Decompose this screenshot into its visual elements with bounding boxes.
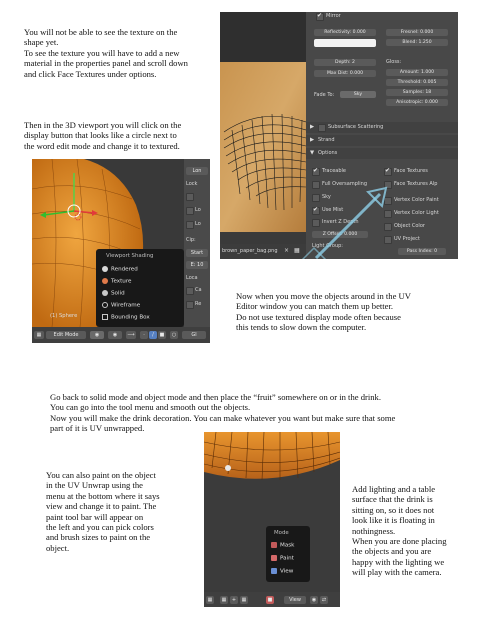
text-line: object. [46,542,70,553]
text-line: and click Face Textures under options. [24,68,157,79]
fresnel-field[interactable]: Fresnel: 0.000 [386,29,448,36]
uv-editor-header [220,244,306,259]
mode-menu [266,526,310,582]
subsurface-checkbox[interactable] [318,124,326,132]
select-mode-face[interactable]: ■ [159,332,165,338]
uv-image-tab[interactable]: brown_paper_bag.png [222,248,278,254]
options-section[interactable] [306,148,458,159]
viewport-shading-menu [96,249,184,327]
sync-icon[interactable]: ⇄ [321,597,327,603]
text-line: shape yet. [24,37,59,48]
text-line: menu at the bottom where it says [46,490,160,501]
shading-button[interactable]: ◉ [90,331,104,339]
menu-label: Bounding Box [111,314,150,321]
camera-checkbox[interactable] [186,287,194,295]
strand-section[interactable] [306,135,458,146]
option-uv-project[interactable] [384,236,456,244]
lock-checkbox[interactable] [186,221,194,229]
fade-to-label: Fade To: [314,92,335,98]
side-label: Lo [195,207,201,213]
traceable-checkbox[interactable] [312,168,320,176]
text-line: the word edit mode and change it to textured. [24,140,180,151]
side-label: Cip: [186,237,196,243]
vertex-color-paint-checkbox[interactable] [384,197,392,205]
object-color-checkbox[interactable] [384,223,392,231]
fade-to-select[interactable]: Sky [340,91,376,98]
max-dist-field[interactable]: Max Dist: 0.000 [314,70,376,77]
text-line: the objects and you are [352,546,432,557]
text-line: material in the properties panel and scroll down [24,58,188,69]
wireframe-icon [102,302,108,308]
option-vertex-color-light[interactable] [384,210,456,218]
grid-icon[interactable]: ▦ [221,597,227,603]
text-line: nothingness. [352,525,396,536]
text-line: the left and you can pick colors [46,522,154,533]
option-use-mist[interactable] [312,207,382,215]
text-line: You will not be able to see the texture on the [24,27,178,37]
sky-checkbox[interactable] [312,194,320,202]
use-mist-label: Use Mist [322,207,344,213]
full-oversampling-checkbox[interactable] [312,181,320,189]
mirror-label: Mirror [326,13,341,19]
option-traceable[interactable] [312,168,382,176]
use-mist-checkbox[interactable] [312,207,320,215]
global-select[interactable]: Gl [182,331,206,339]
select-mode-vertex[interactable]: · [140,331,148,339]
menu-label: Wireframe [111,302,141,309]
menu-label: Mask [280,542,295,549]
option-sky[interactable] [312,194,382,202]
subsurface-section[interactable] [306,122,458,133]
side-label: Lock [186,181,198,187]
expand-arrow-icon: ▶ [310,124,315,130]
strand-label: Strand [318,137,335,143]
face-textures-alpha-label: Face Textures Alp [394,181,438,187]
text-line: look like it is floating in [352,515,435,526]
text-line: in the UV Unwrap using the [46,480,143,491]
add-icon[interactable]: + [231,597,237,603]
side-label: Lo [195,221,201,227]
material-properties [306,12,458,259]
proportional-button[interactable]: ○ [171,332,177,338]
menu-item-bounding-box[interactable] [102,314,150,321]
clip-start-field[interactable]: Start [186,249,208,257]
mirror-color-swatch[interactable] [314,39,376,47]
menu-item-mask[interactable] [271,542,294,549]
depth-field[interactable]: Depth: 2 [314,59,376,66]
pass-index-field[interactable]: Pass Index: 0 [398,248,446,255]
text-line: Editor window you can match them up better. [236,301,394,312]
blend-field[interactable]: Blend: 1.250 [386,39,448,46]
side-field[interactable]: Lon [186,167,208,175]
text-line: Now when you move the objects around in the UV [236,291,411,301]
view-icon [271,568,277,574]
instruction-paragraph-2 [24,120,214,151]
side-label: Re [195,301,202,307]
invert-z-label: Invert Z Depth [322,219,359,225]
select-mode-edge[interactable]: / [149,331,157,339]
properties-panel-screenshot [220,12,458,259]
instruction-paragraph-5 [46,470,196,553]
reflectivity-field[interactable]: Reflectivity: 0.000 [314,29,376,36]
instruction-paragraph-1 [24,27,214,79]
menu-label: View [280,568,294,575]
text-line: Add lighting and a table [352,484,436,494]
menu-item-view[interactable] [271,568,293,575]
uv-project-checkbox[interactable] [384,236,392,244]
face-textures-alpha-checkbox[interactable] [384,181,392,189]
face-textures-label: Face Textures [394,168,428,174]
object-color-label: Object Color [394,223,425,229]
text-line: surface that the drink is [352,494,433,505]
menu-item-wireframe[interactable] [102,302,140,309]
menu-item-rendered[interactable] [102,266,138,273]
menu-label: Rendered [111,266,138,273]
text-line: Do not use textured display mode often because [236,311,401,322]
gloss-threshold-field[interactable]: Threshold: 0.005 [386,79,448,86]
text-line: You can go into the tool menu and smooth out the objects. [50,402,251,413]
uv-editor-view [220,12,306,244]
sky-label: Sky [322,194,331,200]
full-oversampling-label: Full Oversampling [322,181,367,187]
image-icon[interactable]: ▦ [241,597,247,603]
text-line: sitting on, so it does not [352,504,435,515]
editor-type-button[interactable]: ▦ [34,331,44,339]
option-invert-z[interactable] [312,219,382,227]
bounding-box-icon [102,314,108,320]
uv-editor-bottom-header [204,592,340,607]
mirror-checkbox[interactable] [316,13,324,21]
text-line: Now you will make the drink decoration. You can make whatever you want but make sure that some [50,412,396,423]
paint-icon[interactable]: ■ [267,597,273,603]
clip-end-field[interactable]: E: 10 [186,261,208,269]
instruction-paragraph-4 [50,392,460,434]
vertex-color-paint-label: Vertex Color Paint [394,197,439,203]
text-line: When you are done placing [352,536,447,547]
gloss-amount-field[interactable]: Amount: 1.000 [386,69,448,76]
side-label: Ca [195,287,202,293]
instruction-paragraph-6 [352,484,472,578]
solid-icon [102,290,108,296]
text-line: part of it is UV unwrapped. [50,423,145,434]
collapse-arrow-icon: ▼ [310,150,315,156]
side-label: Loca [186,275,198,281]
menu-label: Texture [111,278,132,285]
anisotropic-field[interactable]: Anisotropic: 0.000 [386,99,448,106]
viewport-header [32,327,210,343]
expand-arrow-icon: ▶ [310,137,315,143]
invert-z-checkbox[interactable] [312,219,320,227]
lock-checkbox[interactable] [186,193,194,201]
editor-type-button[interactable]: ▦ [207,597,213,603]
menu-title: Mode [274,530,289,536]
paint-brush-icon [271,555,277,561]
text-line: this tends to slow down the computer. [236,322,367,333]
mask-icon [271,542,277,548]
left-options-list [306,162,382,242]
option-vertex-color-paint[interactable] [384,197,456,205]
traceable-label: Traceable [322,168,346,174]
paint-mode-screenshot [204,432,340,607]
viewport-side-panel [184,159,210,327]
face-textures-checkbox[interactable] [384,168,392,176]
text-line: To see the texture you will have to add a new [24,47,180,58]
menu-item-paint[interactable] [271,555,294,562]
rendered-icon [102,266,108,272]
gloss-label: Gloss: [386,59,402,65]
option-object-color[interactable] [384,223,456,231]
uv-project-label: UV Project [394,236,420,242]
view-mode-select[interactable]: View [284,596,306,604]
menu-item-texture[interactable] [102,278,131,285]
z-offset-field[interactable]: Z Offset: 0.000 [312,231,368,238]
vertex-color-light-checkbox[interactable] [384,210,392,218]
menu-title: Viewport Shading [106,253,154,259]
option-face-textures[interactable] [384,168,456,176]
text-line: view and change it to paint. The [46,501,157,512]
text-line: You can also paint on the object [46,470,156,480]
gloss-samples-field[interactable]: Samples: 18 [386,89,448,96]
manipulator-button[interactable]: ⟶ [127,332,135,338]
menu-label: Solid [111,290,125,297]
subsurface-label: Subsurface Scattering [328,124,384,130]
light-group-label: Light Group: [312,243,343,249]
right-options-list [382,162,458,244]
text-line: paint tool bar will appear on [46,511,144,522]
menu-label: Paint [280,555,294,562]
instruction-paragraph-3 [236,291,436,333]
text-line: Go back to solid mode and object mode and then place the “fruit” somewhere on or in the drink. [50,392,381,402]
menu-item-solid[interactable] [102,290,125,297]
image-icon[interactable]: ▦ [294,247,300,254]
edit-mode-select[interactable]: Edit Mode [46,331,86,339]
mirror-section-header[interactable] [310,12,458,21]
text-line: happy with the lighting we [352,556,445,567]
text-line: Then in the 3D viewport you will click on the [24,120,182,130]
viewport-shading-screenshot [32,159,210,343]
options-label: Options [318,150,338,156]
object-name-label: (1) Sphere [50,313,78,319]
uv-editor-canvas [220,12,306,244]
pivot-icon[interactable]: ◉ [311,597,317,603]
text-line: and brush sizes to paint on the [46,532,151,543]
render-checkbox[interactable] [186,301,194,309]
text-line: will play with the camera. [352,567,442,578]
close-icon[interactable]: × [284,247,290,254]
vertex-color-light-label: Vertex Color Light [394,210,439,216]
pivot-button[interactable]: ◉ [108,331,122,339]
text-line: display button that looks like a circle next to [24,130,177,141]
lock-checkbox[interactable] [186,207,194,215]
texture-icon [102,278,108,284]
option-face-textures-alpha[interactable] [384,181,456,189]
option-full-oversampling[interactable] [312,181,382,189]
